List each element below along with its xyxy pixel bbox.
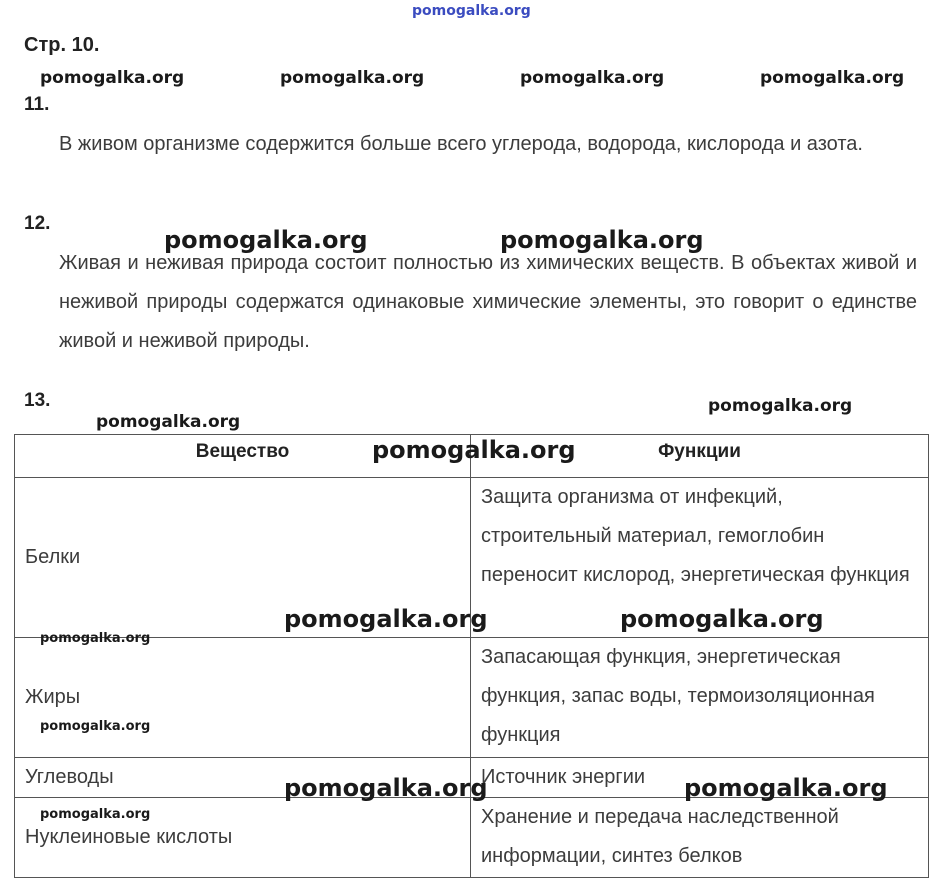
watermark: pomogalka.org: [760, 68, 905, 88]
substance-cell: Белки: [15, 478, 471, 638]
top-watermark: pomogalka.org: [412, 3, 531, 19]
watermark: pomogalka.org: [280, 68, 425, 88]
answer-12: Живая и неживая природа состоит полностью из химических веществ. В объектах живой и неживой природы содержатся одинаковые химические элементы, это говорит о единстве живой и неживой природы.: [59, 252, 917, 352]
watermark: pomogalka.org: [684, 774, 888, 802]
watermark: pomogalka.org: [520, 68, 665, 88]
functions-cell: Хранение и передача наследственной информации, синтез белков: [471, 798, 929, 878]
watermark: pomogalka.org: [40, 68, 185, 88]
table-row: [15, 798, 929, 878]
watermark: pomogalka.org: [40, 807, 151, 822]
answer-11: В живом организме содержится больше всего углерода, водорода, кислорода и азота.: [59, 133, 863, 155]
table-row: [15, 638, 929, 758]
substance-cell: Жиры: [15, 638, 471, 758]
watermark: pomogalka.org: [620, 605, 824, 633]
watermark: pomogalka.org: [40, 719, 151, 734]
substance-cell: Нуклеиновые кислоты: [15, 798, 471, 878]
functions-cell: Запасающая функция, энергетическая функция, запас воды, термоизоляционная функция: [471, 638, 929, 758]
substance-cell: Углеводы: [15, 758, 471, 798]
watermark: pomogalka.org: [500, 226, 704, 254]
functions-cell: Источник энергии: [471, 758, 929, 798]
watermark: pomogalka.org: [372, 436, 576, 464]
watermark: pomogalka.org: [284, 774, 488, 802]
watermark: pomogalka.org: [284, 605, 488, 633]
column-header-functions: Функции: [471, 435, 929, 478]
watermark: pomogalka.org: [164, 226, 368, 254]
watermark: pomogalka.org: [96, 412, 241, 432]
question-number-12: 12.: [24, 213, 51, 234]
functions-cell: Защита организма от инфекций, строительный материал, гемоглобин переносит кислород, энергетическая функция: [471, 478, 929, 638]
substances-table: [14, 434, 929, 878]
question-number-11: 11.: [24, 94, 50, 115]
watermark: pomogalka.org: [708, 396, 853, 416]
watermark: pomogalka.org: [40, 631, 151, 646]
question-number-13: 13.: [24, 390, 51, 411]
column-header-substance: Вещество: [15, 435, 471, 478]
page-title: Стр. 10.: [24, 34, 100, 56]
